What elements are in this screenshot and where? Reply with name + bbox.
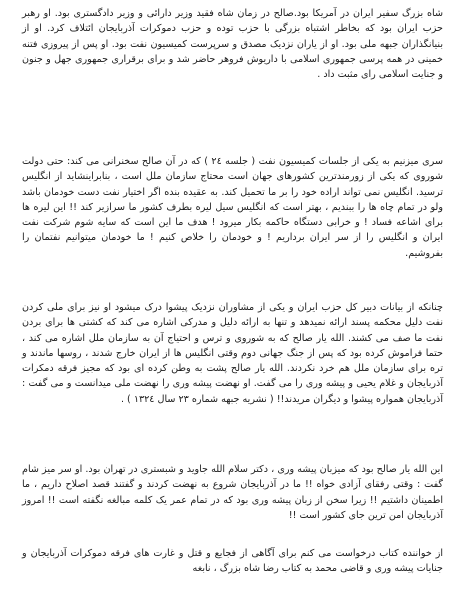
paragraph-oil-commission-speech: سری میزنیم به یکی از جلسات کمیسیون نفت ( جلسه ۲٤ ) که در آن صالح سخنرانی می کند: حتی دولت شوروی که یکی از زورمندترین کشورهای جهان است محتاج سازمان ملل است ، بنابراینشاید از انگلیس ترسید. انگلیس نمی تواند اراده خود را بر ما تحمیل کند. به عقیده بنده اگر اختیار نفت دست خودمان باشد ولو در تمام چاه ها را ببندیم ، بهتر است که انگلیس سیل لیره بطرف کشور ما سرازیر کند !! این لیره ها برای اشاعه فساد ! و خرابی دستگاه حاکمه بکار میرود ! هدف ما این است که سایه شوم شرکت نفت ایران و انگلیس را از سر ایران برداریم ! و خودمان را خلاص کنیم ! ما خودمان میتوانیم نفتمان را بفروشیم. [22, 156, 443, 259]
paragraph-dinner-with-pishevari: این الله یار صالح بود که میزبان پیشه وری ، دکتر سلام الله جاوید و شبستری در تهران بود. او سر میز شام گفت : وقتی رفقای آزادی خواه !! ما در آذربایجان شروع به نهضت کردند و گفتند قصد اصلاح داریم ، ما اطمینان داشتیم !! زیرا سخن از زبان پیشه وری بود که در تمام عمر یک کلمه مبالغه نگفته است !! امروز آذربایجان امن ترین جای کشور است !! [22, 464, 443, 521]
paragraph-saleh-biography: شاه بزرگ سفیر ایران در آمریکا بود.صالح در زمان شاه فقید وزیر دارائی و وزیر دادگستری بود. او رهبر حزب ایران بود که بخاطر اشتباه بزرگی با حزب توده و حزب دموکرات آذربایجان ائتلاف کرد. او از بنیانگذاران جبهه ملی بود. او از یاران نزدیک مصدق و سرپرست کمیسیون نفت بود. او پس از پیروزی فتنه خمینی در همه پرسی جمهوری اسلامی با داریوش فروهر حاضر شد و برای برقراری جمهوری جهل و جنون و جنایت اسلامی رای مثبت داد . [22, 8, 443, 81]
paragraph-reader-request: از خواننده کتاب درخواست می کنم برای آگاهی از فجایع و قتل و غارت های فرقه دموکرات آذربایجان و جنایات پیشه وری و قاضی محمد به کتاب رضا شاه بزرگ ، نابغه [22, 548, 443, 575]
paragraph-saleh-analysis: چنانکه از بیانات دبیر کل حزب ایران و یکی از مشاوران نزدیک پیشوا درک میشود او نیز برای ملی کردن نفت دلیل محکمه پسند ارائه نمیدهد و تنها به ارائه دلیل و مدرکی اشاره می کند که کشتی ها برای بردن نفت ما صف می کشند. الله یار صالح که به شوروی و ترس و احتیاج آن به سازمان ملل اشاره می کند ، حتما فراموش کرده بود که پس از جنگ جهانی دوم وقتی انگلیس ها از ایران خارج شدند ، روسها ماندند و تره برای سازمان ملل هم خرد نکردند. الله یار صالح پشت به وطن کرده ای بود که مجیز فرقه دمکرات آذربایجان و غلام یحیی و پیشه وری را می گفت. او نهضت پیشه وری را نهضت ملی میدانست و می گفت : آذربایجان همواره پیشوا و دیگران مریدند!! ( نشریه جبهه شماره ۲۳ سال ۱۳۲٤ ) . [22, 302, 443, 405]
